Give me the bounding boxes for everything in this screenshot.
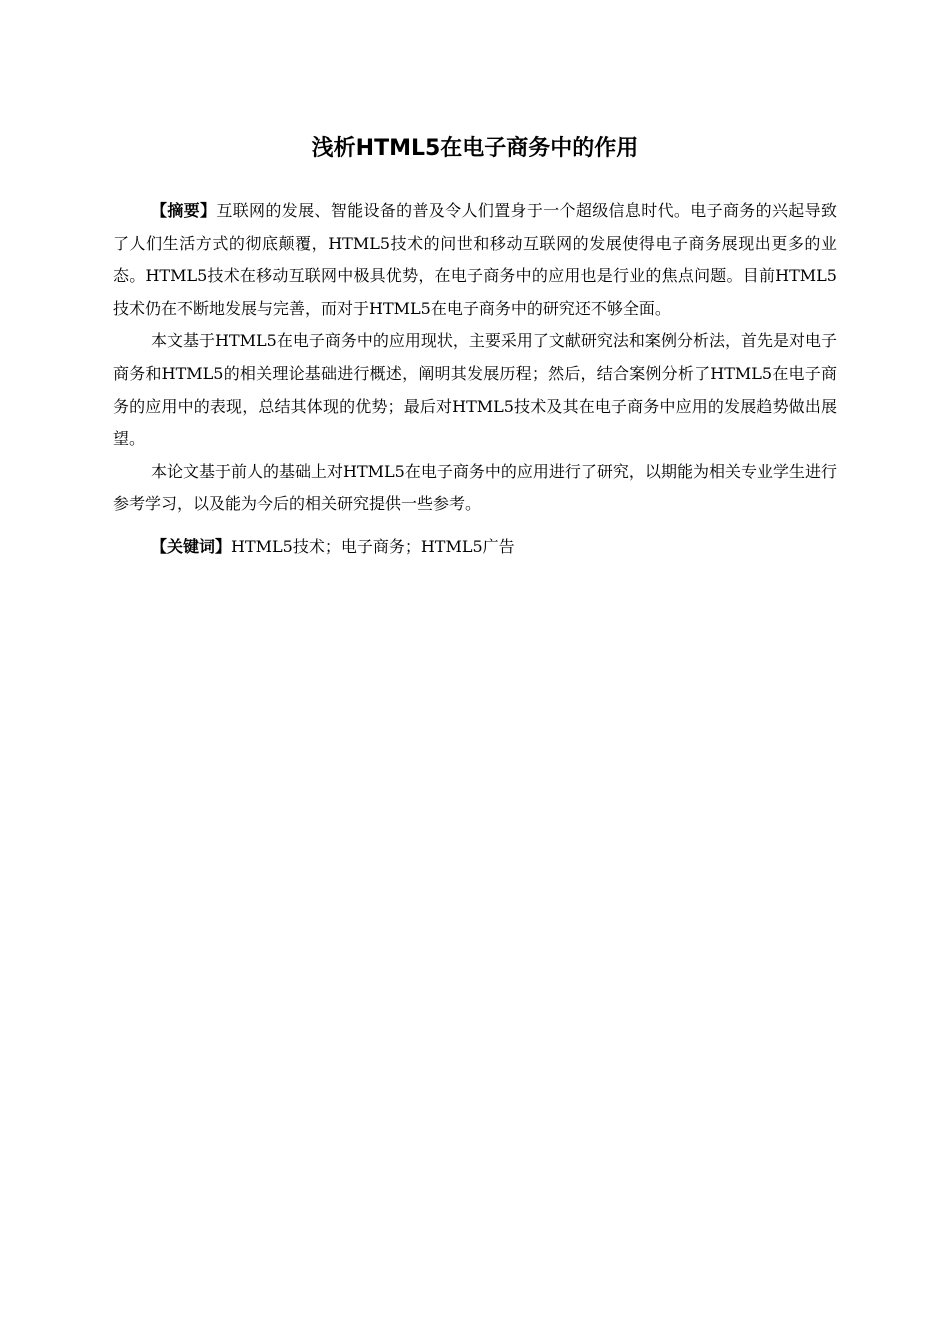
abstract-paragraph-2: 本文基于HTML5在电子商务中的应用现状，主要采用了文献研究法和案例分析法，首先是对电子商务和HTML5的相关理论基础进行概述，阐明其发展历程；然后，结合案例分析了HTML5在电子商务的应用中的表现，总结其体现的优势；最后对HTML5技术及其在电子商务中应用的发展趋势做出展望。	[113, 331, 837, 449]
paper-title: 浅析HTML5在电子商务中的作用	[311, 136, 639, 161]
keywords-line	[113, 531, 837, 564]
abstract-paragraph	[113, 195, 837, 325]
abstract-section	[113, 195, 837, 564]
abstract-label: 【摘要】	[151, 201, 217, 220]
keywords-text: HTML5技术；电子商务；HTML5广告	[231, 536, 515, 556]
abstract-text: 互联网的发展、智能设备的普及令人们置身于一个超级信息时代。电子商务的兴起导致了人们生活方式的彻底颠覆，HTML5技术的问世和移动互联网的发展使得电子商务展现出更多的业态。HTML5技术在移动互联网中极具优势，在电子商务中的应用也是行业的焦点问题。目前HTML5技术仍在不断地发展与完善，而对于HTML5在电子商务中的研究还不够全面。	[113, 201, 837, 318]
keywords-label: 【关键词】	[151, 536, 232, 556]
abstract-paragraph-3: 本论文基于前人的基础上对HTML5在电子商务中的应用进行了研究，以期能为相关专业学生进行参考学习，以及能为今后的相关研究提供一些参考。	[113, 461, 837, 514]
